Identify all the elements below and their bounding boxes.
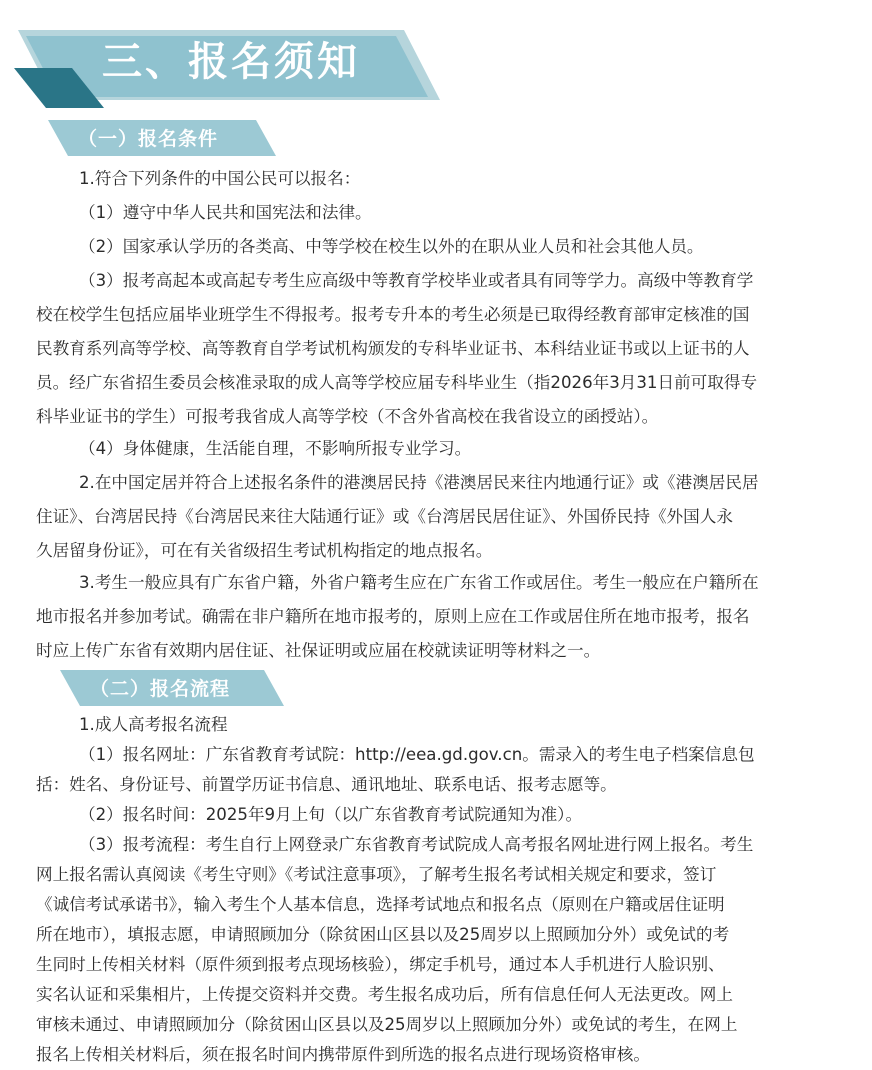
text-line: 科毕业证书的学生）可报考我省成人高等学校（不含外省高校在我省设立的函授站）。: [36, 407, 659, 426]
text-line: 括：姓名、身份证号、前置学历证书信息、通讯地址、联系电话、报考志愿等。: [36, 775, 617, 794]
text-line: 实名认证和采集相片，上传提交资料并交费。考生报名成功后，所有信息任何人无法更改。网上: [36, 985, 733, 1004]
subsection-title: （二）报名流程: [90, 678, 231, 700]
text-line: 审核未通过、申请照顾加分（除贫困山区县以及25周岁以上照顾加分外）或免试的考生，在网上: [36, 1015, 738, 1034]
text-line: （3）报考高起本或高起专考生应高级中等教育学校毕业或者具有同等学力。高级中等教育学: [79, 271, 754, 290]
text-line: （4）身体健康，生活能自理，不影响所报专业学习。: [79, 439, 472, 458]
text-line: 久居留身份证》，可在有关省级招生考试机构指定的地点报名。: [36, 541, 493, 560]
text-line: （2）国家承认学历的各类高、中等学校在校生以外的在职从业人员和社会其他人员。: [79, 237, 704, 256]
paragraph: [36, 432, 836, 466]
text-line: （1）遵守中华人民共和国宪法和法律。: [79, 203, 372, 222]
text-line: 3.考生一般应具有广东省户籍，外省户籍考生应在广东省工作或居住。考生一般应在户籍所在: [79, 573, 759, 592]
section-title: 三、报名须知: [102, 39, 360, 85]
text-line: 1.成人高考报名流程: [79, 715, 228, 734]
paragraph: [36, 466, 836, 568]
text-line: 网上报名需认真阅读《考生守则》《考试注意事项》，了解考生报名考试相关规定和要求，签订: [36, 865, 717, 884]
text-line: 1.符合下列条件的中国公民可以报名：: [79, 169, 361, 188]
text-line: （1）报名网址：广东省教育考试院：http://eea.gd.gov.cn。需录入的考生电子档案信息包: [79, 745, 755, 764]
text-line: 2.在中国定居并符合上述报名条件的港澳居民持《港澳居民来往内地通行证》或《港澳居民居: [79, 473, 759, 492]
section-banner: [0, 0, 872, 120]
paragraph: [36, 830, 836, 1070]
text-line: 《诚信考试承诺书》，输入考生个人基本信息，选择考试地点和报名点（原则在户籍或居住证明: [36, 895, 725, 914]
paragraph: [36, 196, 836, 230]
text-line: 时应上传广东省有效期内居住证、社保证明或应届在校就读证明等材料之一。: [36, 641, 601, 660]
text-line: （2）报名时间：2025年9月上旬（以广东省教育考试院通知为准）。: [79, 805, 583, 824]
text-line: 员。经广东省招生委员会核准录取的成人高等学校应届专科毕业生（指2026年3月31日前可取得专: [36, 373, 758, 392]
paragraph: [36, 800, 836, 830]
text-line: 报名上传相关材料后，须在报名时间内携带原件到所选的报名点进行现场资格审核。: [36, 1045, 650, 1064]
text-line: 地市报名并参加考试。确需在非户籍所在地市报考的，原则上应在工作或居住所在地市报考，报名: [36, 607, 750, 626]
paragraph: [36, 566, 836, 668]
paragraph: [36, 230, 836, 264]
paragraph: [36, 264, 836, 434]
text-line: 生同时上传相关材料（原件须到报考点现场核验），绑定手机号，通过本人手机进行人脸识别、: [36, 955, 725, 974]
text-line: 民教育系列高等学校、高等教育自学考试机构颁发的专科毕业证书、本科结业证书或以上证书的人: [36, 339, 750, 358]
subsection-title: （一）报名条件: [78, 128, 219, 150]
paragraph: [36, 740, 836, 800]
subsection-heading-2: [60, 670, 300, 708]
text-line: 所在地市），填报志愿，申请照顾加分（除贫困山区县以及25周岁以上照顾加分外）或免试的考: [36, 925, 730, 944]
paragraph: [36, 162, 836, 196]
text-line: 住证》、台湾居民持《台湾居民来往大陆通行证》或《台湾居民居住证》、外国侨民持《外国人永: [36, 507, 733, 526]
text-line: （3）报考流程：考生自行上网登录广东省教育考试院成人高考报名网址进行网上报名。考生: [79, 835, 754, 854]
paragraph: [36, 710, 836, 740]
text-line: 校在校学生包括应届毕业班学生不得报考。报考专升本的考生必须是已取得经教育部审定核准的国: [36, 305, 750, 324]
subsection-heading-1: [48, 120, 288, 158]
